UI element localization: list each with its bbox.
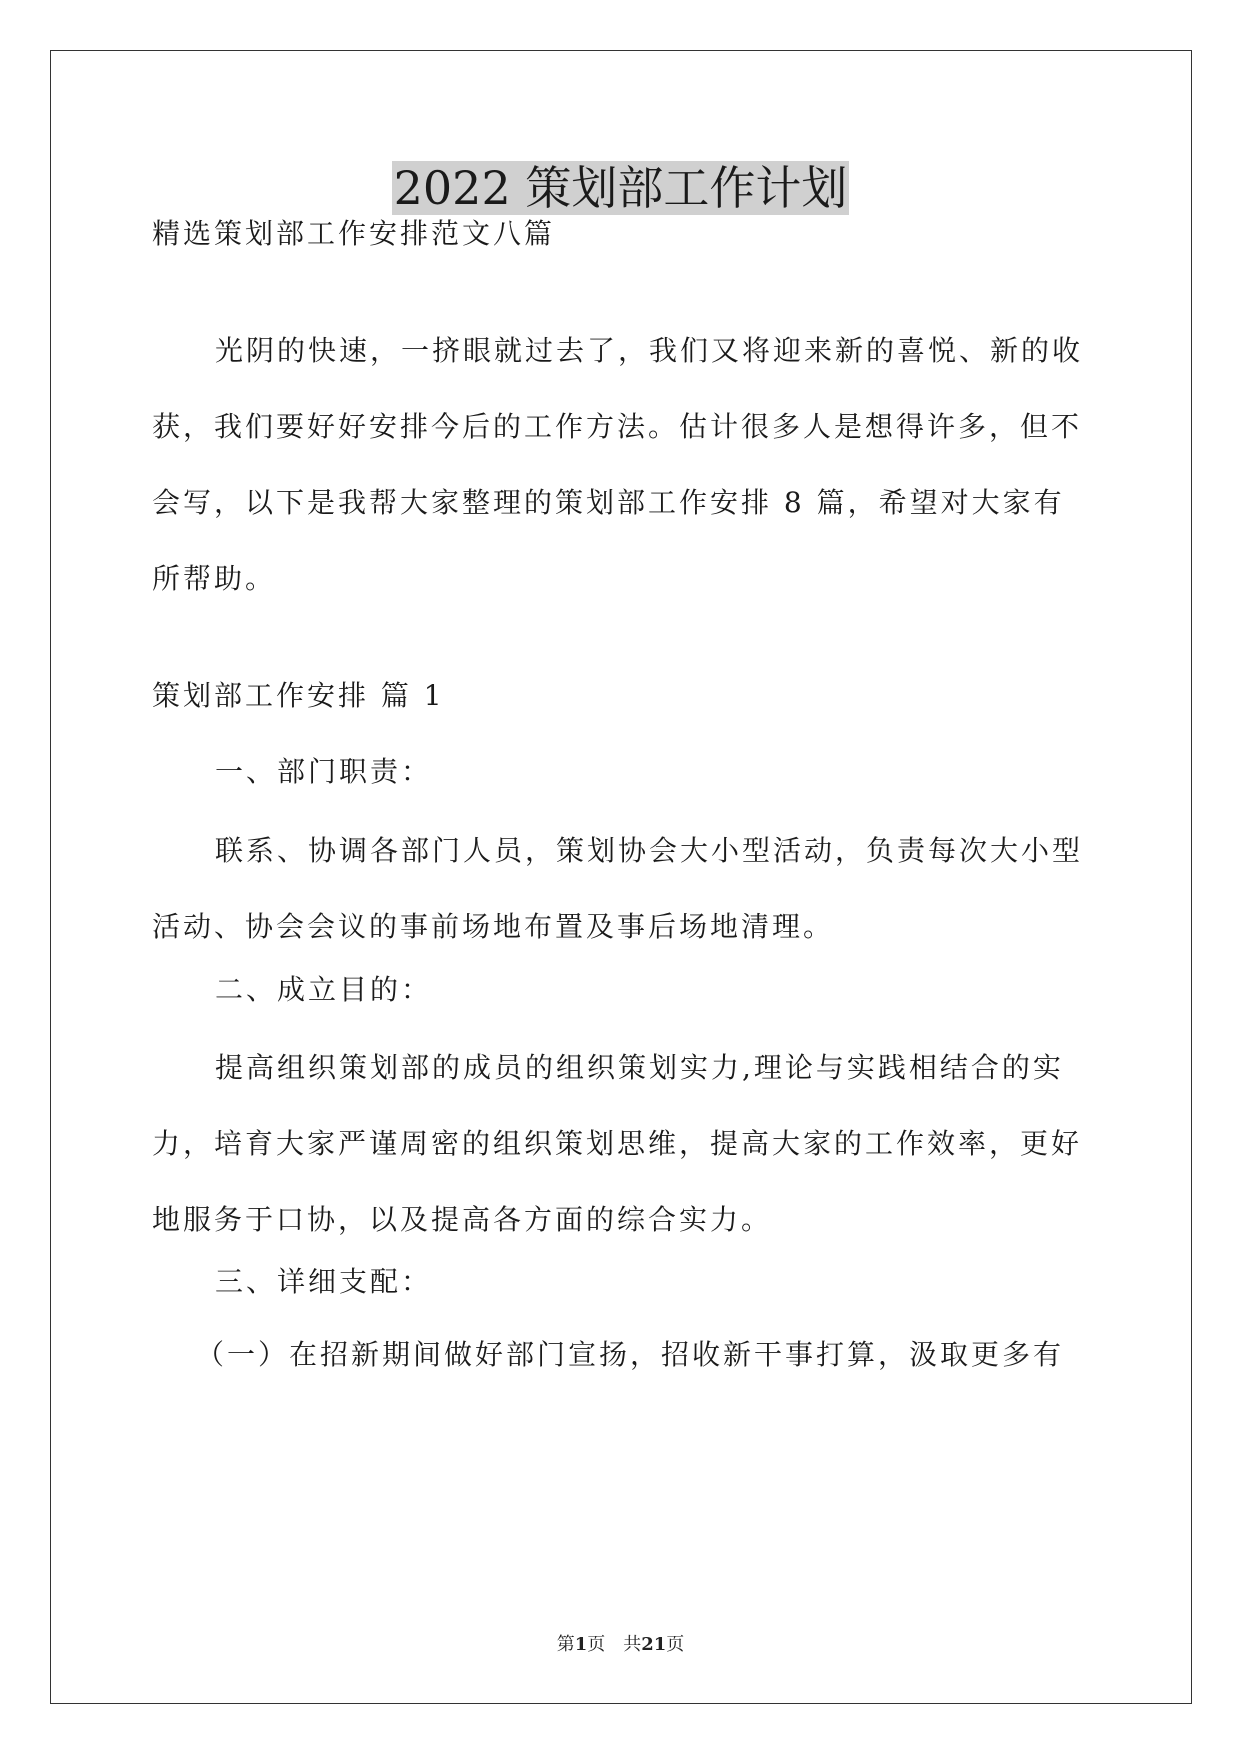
heading-arrangement: 三、详细支配：: [215, 1265, 433, 1298]
page-footer: [0, 1633, 1241, 1657]
document-title: 2022 策划部工作计划: [393, 161, 848, 215]
footer-page-suffix: 页: [666, 1634, 685, 1655]
paragraph-purpose: 提高组织策划部的成员的组织策划实力,理论与实践相结合的实力，培育大家严谨周密的组织策划思维，提高大家的工作效率，更好地服务于口协，以及提高各方面的综合实力。: [152, 1051, 1083, 1236]
heading-department-duties: 一、部门职责：: [215, 755, 433, 788]
footer-page-mid: 页 共: [587, 1634, 642, 1655]
heading-purpose: 二、成立目的：: [215, 973, 433, 1006]
intro-paragraph: 光阴的快速，一挤眼就过去了，我们又将迎来新的喜悦、新的收获，我们要好好安排今后的工作方法。估计很多人是想得许多，但不会写，以下是我帮大家整理的策划部工作安排 8 篇，希望对大家有所帮助。: [152, 334, 1084, 595]
section-heading: 策划部工作安排 篇 1: [152, 679, 445, 712]
paragraph-arrangement-1: （一）在招新期间做好部门宣扬，招收新干事打算，汲取更多有: [196, 1338, 1065, 1371]
footer-page-current: 1: [574, 1634, 588, 1655]
footer-page-total: 21: [641, 1634, 667, 1655]
document-subtitle: 精选策划部工作安排范文八篇: [152, 217, 556, 250]
footer-page-prefix: 第: [556, 1634, 575, 1655]
paragraph-department-duties: 联系、协调各部门人员，策划协会大小型活动，负责每次大小型活动、协会会议的事前场地布置及事后场地清理。: [152, 834, 1084, 943]
